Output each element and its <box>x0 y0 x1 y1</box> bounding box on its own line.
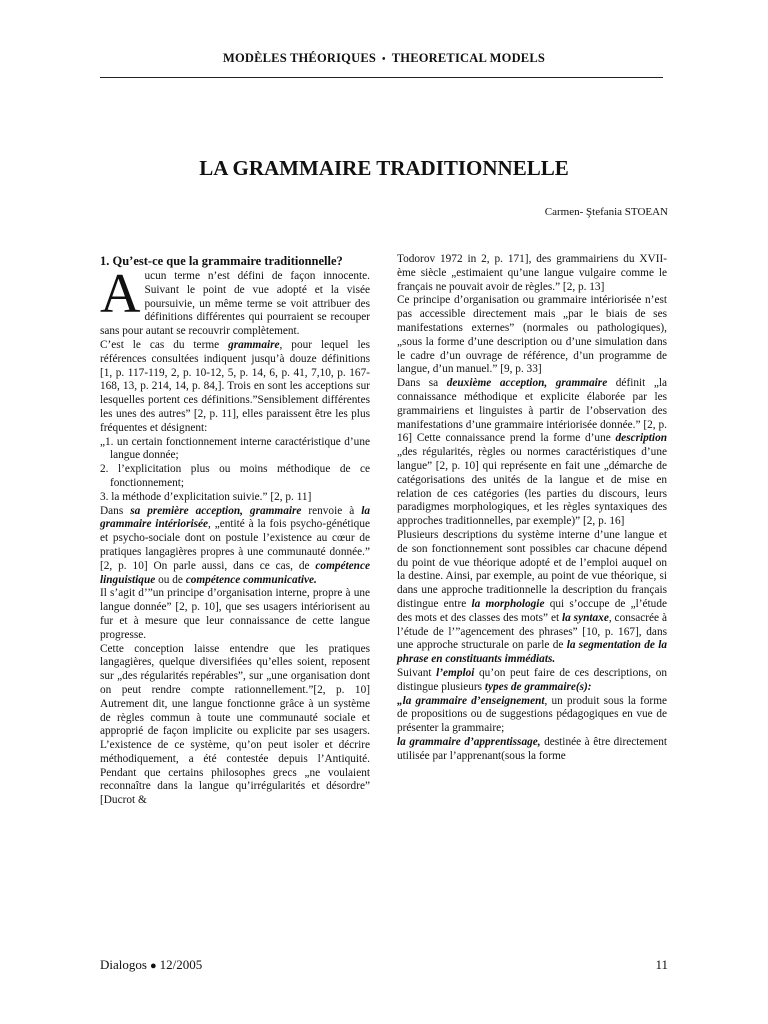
emphasis-term: la segmentation de la phrase en constituants immédiats. <box>397 639 667 666</box>
text-run: , „entité à la fois psycho-génétique et psycho-sociale dont on postule l’existence au cœur de pratiques langagières propres à une communauté donnée.” [2, p. 10] On parle aussi, dans ce cas, de <box>100 518 370 572</box>
text-run: Dans sa <box>397 377 447 390</box>
text-run: C’est le cas du terme <box>100 338 229 351</box>
section-heading: 1. Qu’est-ce que la grammaire traditionnelle? <box>100 254 343 268</box>
emphasis-term: l’emploi <box>436 666 475 679</box>
emphasis-term: types de grammaire(s): <box>484 680 592 693</box>
emphasis-term: description <box>615 432 667 445</box>
text-run: Dans <box>100 504 131 517</box>
emphasis-term: la grammaire d’apprentissage, <box>397 735 541 748</box>
emphasis-term: la syntaxe <box>562 611 609 624</box>
header-separator: • <box>382 54 386 65</box>
paragraph-usage <box>397 667 667 695</box>
emphasis-term: la grammaire intériorisée <box>100 504 370 531</box>
intro-paragraph <box>100 263 370 339</box>
emphasis-term: la morphologie <box>471 597 545 610</box>
drop-cap: A <box>100 263 141 325</box>
paragraph-learning-grammar <box>397 736 667 764</box>
article-title: LA GRAMMAIRE TRADITIONNELLE <box>199 156 569 180</box>
text-run: Plusieurs descriptions du système interne d’une langue et de son fonctionnement sont possibles car chacune dépend du point de vue théorique adopté et de l’emploi auquel on la destine. Ainsi, par exemple, au point de vue théorique, si dans une approche traditionnelle la description du français distingue entre <box>397 528 667 610</box>
journal-issue: 12/2005 <box>159 957 203 972</box>
emphasis-term: compétence linguistique <box>100 559 370 586</box>
text-run: , consacrée à l’étude de l’”agencement des phrases” [10, p. 167], dans une approche structurale on parle de <box>397 611 667 652</box>
text-run: , pour lequel les références consultées indiquent jusqu’à douze définitions [1, p. 117-119, 2, p. 10-12, 5, p. 14, 6, p. 41, 7,10, p. 167-168, 13, p. 214, 14, p. 84,]. Trois en sont les acceptions sur lesquelles portent ces définitions.”Sensiblement différentes les unes des autres” [2, p. 11], elles paraissent être les plus fréquentes et désignent: <box>100 338 371 434</box>
paragraph-continuation: Todorov 1972 in 2, p. 171], des grammairiens du XVII-ème siècle „estimaient qu’une langue vulgaire comme le français ne pouvait avoir de règles.” [2, p. 13] <box>397 253 667 293</box>
definition-item: 2. l’explicitation plus ou moins méthodique de ce fonctionnement; <box>100 463 370 489</box>
text-run: , un produit sous la forme de propositions ou de suggestions pédagogiques en vue de présenter la grammaire; <box>397 694 667 735</box>
journal-name: Dialogos <box>100 957 147 972</box>
intro-text: ucun terme n’est défini de façon innocente. Suivant le point de vue adopté et la visée poursuivie, un même terme se voit attribuer des définitions différentes qui pourraient se recouper sans pour autant se recouvrir complètement. <box>100 270 370 338</box>
text-run: définit „la connaissance méthodique et explicite élaborée par les grammairiens et linguistes à partir de l’observation des manifestations d’une grammaire intériorisée donnée.” [2, p. 16] Cette connaissance prend la forme d’une <box>397 377 667 445</box>
paragraph-internal-principle: Il s’agit d’”un principe d’organisation interne, propre à une langue donnée” [2, p. 10], que ses usagers intériorisent au fur et à mesure que leur connaissance de cette langue progresse. <box>100 587 370 641</box>
right-column <box>397 253 667 763</box>
page-number: 11 <box>655 957 668 972</box>
emphasis-term: „la grammaire d’enseignement <box>397 694 545 707</box>
paragraph-teaching-grammar <box>397 695 667 736</box>
text-run: Suivant <box>397 666 437 679</box>
paragraph-conception: Cette conception laisse entendre que les pratiques langagières, quelque diversifiées qu’elles soient, reposent sur „des régularités repérables”, sur „une organisation dont on peut rendre compte rationnellement.”[2, p. 10] Autrement dit, une langue fonctionne grâce à un système de règles commun à toute une communauté sociale et approprié de façon implicite ou explicite par ses usagers. L’existence de ce système, qu’on peut isoler et décrire méthodiquement, a été contestée depuis l’Antiquité. Pendant que certains philosophes grecs „ne voulaient reconnaître dans la langue qu’irrégularités et désordre” [Ducrot & <box>100 642 370 807</box>
text-run: renvoie à <box>301 504 362 517</box>
text-run: destinée à être directement utilisée par l’apprenant(sous la forme <box>397 735 667 762</box>
running-header <box>100 51 668 66</box>
emphasis-term: grammaire <box>228 338 280 351</box>
text-run: qui s’occupe de „l’étude des mots et des classes des mots” et <box>397 597 667 624</box>
article-author: Carmen- Ştefania STOEAN <box>544 206 668 218</box>
header-rule <box>100 77 663 78</box>
emphasis-term: deuxième acception, grammaire <box>446 377 608 390</box>
paragraph-descriptions <box>397 529 667 667</box>
header-french-title: MODÈLES THÉORIQUES <box>222 51 377 65</box>
emphasis-term: sa première acception, grammaire <box>130 504 302 517</box>
text-run: „des régularités, règles ou normes caractéristiques d’une langue” [2, p. 10] qui représente en fait une „démarche de catégorisations des unités de la langue et de mise en relation de ces catégories (les parties du discours, leurs paradigmes morphologiques, et les règles syntaxiques des approches traditionnelles, par exemple)” [2, p. 16] <box>397 446 667 528</box>
paragraph-definitions <box>100 339 370 436</box>
paragraph-second-acception <box>397 377 667 529</box>
text-run: qu’on peut faire de ces descriptions, on distingue plusieurs <box>397 666 667 693</box>
definition-item: 3. la méthode d’explicitation suivie.” [2, p. 11] <box>100 490 312 503</box>
paragraph-first-acception <box>100 505 370 588</box>
left-column <box>100 253 370 808</box>
text-run: ou de <box>155 573 186 586</box>
footer-bullet-icon: ● <box>149 960 157 972</box>
header-english-title: THEORETICAL MODELS <box>391 51 546 65</box>
footer-journal <box>100 957 202 973</box>
definition-item: „1. un certain fonctionnement interne caractéristique d’une langue donnée; <box>100 435 370 462</box>
emphasis-term: compétence communicative. <box>185 573 317 586</box>
paragraph-organisation: Ce principe d’organisation ou grammaire intériorisée n’est pas accessible directement mais „par le biais de ses manifestations externes” (normales ou pathologiques), „sous la forme d’une description ou d’une simulation dans le cadre d’un ouvrage de référence, d’un programme de langue, d’un manuel.” [9, p. 33] <box>397 294 667 376</box>
